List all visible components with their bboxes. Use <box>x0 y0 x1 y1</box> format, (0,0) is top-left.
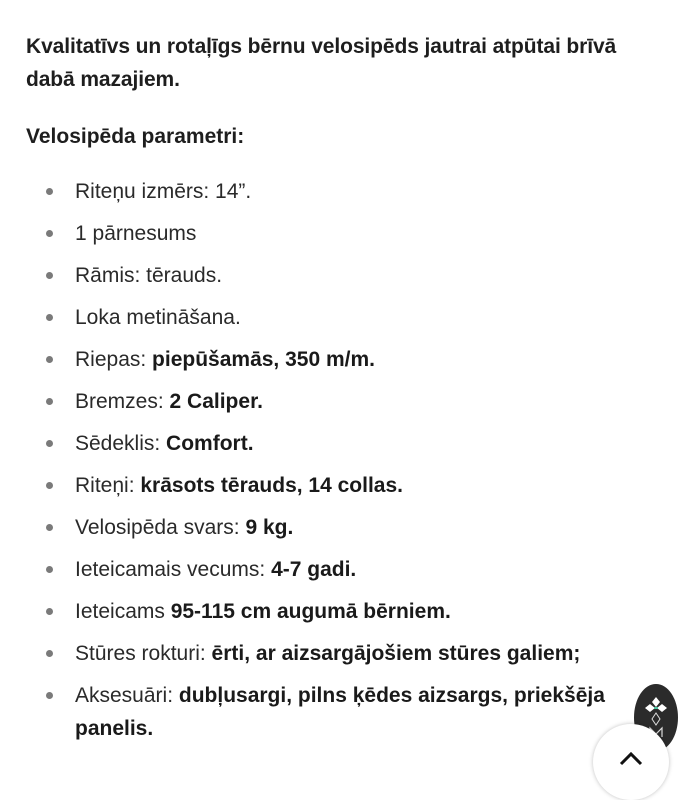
param-label: Aksesuāri: <box>75 684 179 707</box>
param-label: Riteņu izmērs: 14”. <box>75 180 252 203</box>
scroll-to-top-button[interactable] <box>593 724 669 800</box>
param-label: Bremzes: <box>75 390 170 413</box>
params-list <box>26 175 666 745</box>
param-value: 4-7 gadi. <box>271 558 357 581</box>
param-value: 9 kg. <box>245 516 294 539</box>
param-value: dubļusargi, pilns ķēdes aizsargs, priekšēja panelis. <box>75 684 605 740</box>
param-item <box>26 679 666 745</box>
bullet-icon <box>46 314 53 321</box>
chevron-up-icon <box>619 752 643 766</box>
param-label: Ieteicamais vecums: <box>75 558 272 581</box>
bullet-icon <box>46 356 53 363</box>
product-description <box>26 30 666 754</box>
param-item <box>26 553 666 586</box>
param-item <box>26 217 666 250</box>
param-item <box>26 469 666 502</box>
param-label: Loka metināšana. <box>75 306 241 329</box>
bullet-icon <box>46 482 53 489</box>
bullet-icon <box>46 272 53 279</box>
param-value: 95-115 cm augumā bērniem. <box>170 600 451 623</box>
bullet-icon <box>46 230 53 237</box>
param-item <box>26 175 666 208</box>
bullet-icon <box>46 398 53 405</box>
param-value: krāsots tērauds, 14 collas. <box>140 474 403 497</box>
bullet-icon <box>46 650 53 657</box>
bullet-icon <box>46 188 53 195</box>
param-item <box>26 595 666 628</box>
param-label: Rāmis: tērauds. <box>75 264 223 287</box>
bullet-icon <box>46 692 53 699</box>
param-item <box>26 259 666 292</box>
param-item <box>26 637 666 670</box>
param-label: Stūres rokturi: <box>75 642 212 665</box>
bullet-icon <box>46 524 53 531</box>
param-item <box>26 301 666 334</box>
param-item <box>26 343 666 376</box>
bullet-icon <box>46 440 53 447</box>
params-heading: Velosipēda parametri: <box>26 125 245 148</box>
param-value: ērti, ar aizsargājošiem stūres galiem; <box>211 642 581 665</box>
param-label: Riteņi: <box>75 474 141 497</box>
param-value: piepūšamās, 350 m/m. <box>152 348 375 371</box>
param-item <box>26 427 666 460</box>
param-label: Sēdeklis: <box>75 432 167 455</box>
intro-text: Kvalitatīvs un rotaļīgs bērnu velosipēds jautrai atpūtai brīvā dabā mazajiem. <box>26 35 617 91</box>
param-label: Velosipēda svars: <box>75 516 246 539</box>
bullet-icon <box>46 608 53 615</box>
param-value: 2 Caliper. <box>169 390 263 413</box>
param-value: Comfort. <box>166 432 254 455</box>
bullet-icon <box>46 566 53 573</box>
param-item <box>26 511 666 544</box>
param-label: Ieteicams <box>75 600 171 623</box>
param-item <box>26 385 666 418</box>
param-label: 1 pārnesums <box>75 222 197 245</box>
param-label: Riepas: <box>75 348 153 371</box>
